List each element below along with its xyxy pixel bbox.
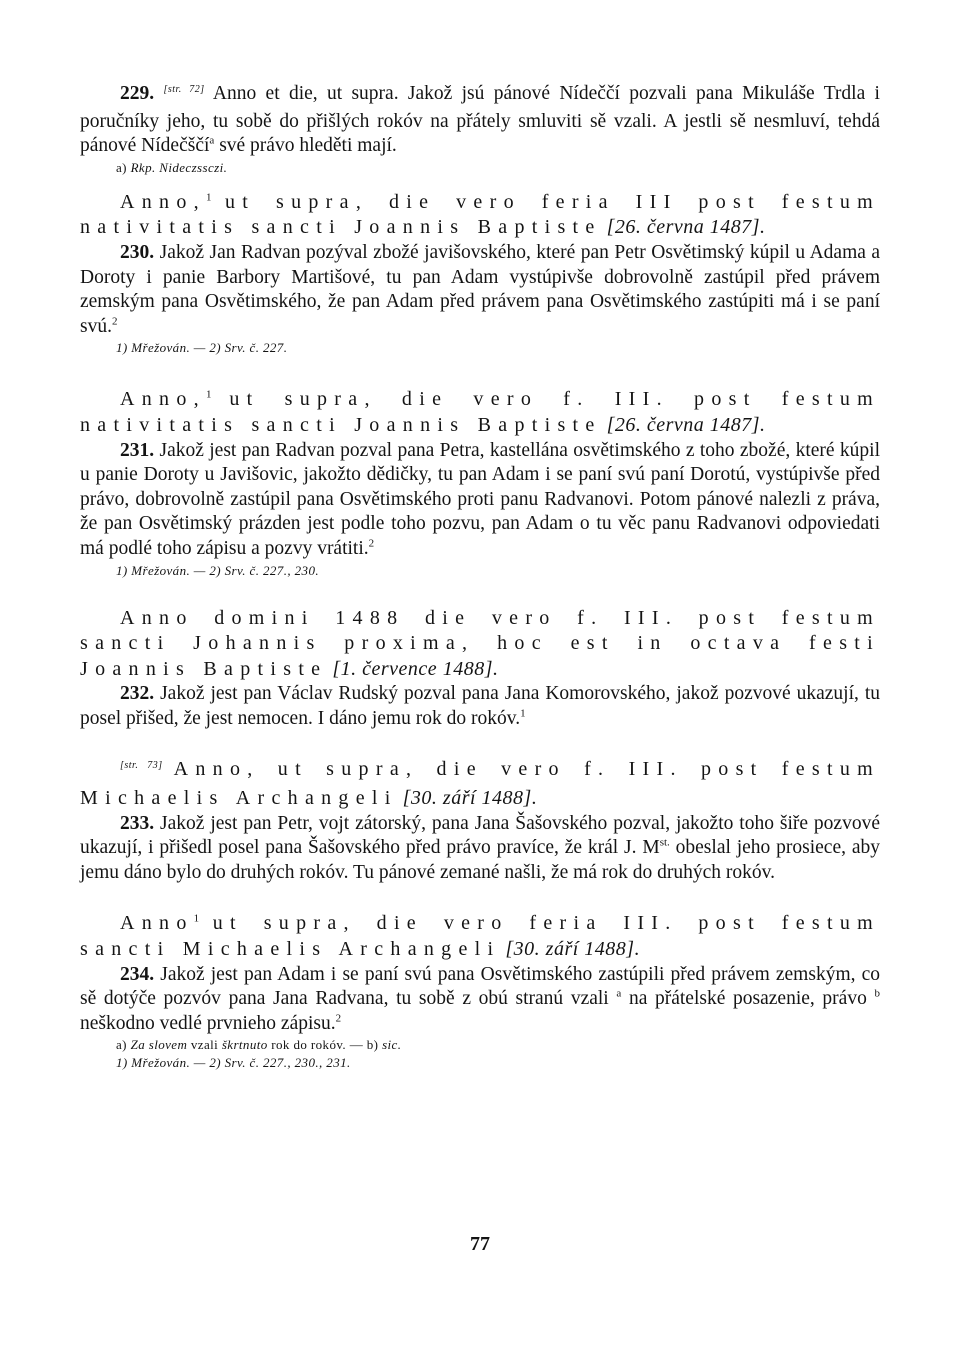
heading-text: Anno, <box>120 388 206 411</box>
entry-text: Jakož Jan Radvan pozýval zbožé javišovského, které pan Petr Osvětimský kúpil u Adama a Doroty i panie Barbory Martišové, tu pan Adam vystúpivše dobrovolně zastúpil před právem zemským pana Osvětimského, že pan Adam před právem pana Osvětimského zastúpiti má i se paní svú. <box>80 241 881 337</box>
footnote-text: Rkp. Nideczssczi. <box>130 159 228 175</box>
entry-text: Jakož jest pan Adam i se paní svú pana Osvětimského zastúpili před právem zemským, co sě dotýče pozvóv pana Jana Radvana, tu sobě z obú stranú vzali <box>80 963 881 1010</box>
entry-text: neškodno vedlé prvnieho zápisu. <box>80 1012 336 1034</box>
entry-text: na přátelské posazenie, právo <box>628 988 867 1010</box>
entry-230 <box>80 241 880 339</box>
footnote-mark: 2 <box>335 1012 342 1025</box>
entry-231 <box>80 439 880 562</box>
entry-229 <box>80 82 880 159</box>
footnote-mark: b <box>874 987 880 1000</box>
entry-number: 229. <box>120 83 155 104</box>
date-heading <box>80 387 880 438</box>
entry-text: Jakož jest pan Václav Rudský pozval pana Jana Komorovského, jakož pozvové ukazují, tu posel přišed, že jest nemocen. I dáno jemu rok do rokóv. <box>80 683 880 729</box>
heading-text: ut supra, die vero feria III. post festum sancti Michaelis Archangeli <box>80 912 880 961</box>
footnote-mark: a <box>209 134 215 147</box>
footnote <box>116 339 880 357</box>
footnote-text: 1) Mřežován. — 2) Srv. č. 227. <box>116 340 288 356</box>
heading-date: [30. září 1488]. <box>402 787 538 810</box>
page-reference: [str. 72] <box>163 84 205 95</box>
entry-text: Jakož jest pan Petr, vojt zátorský, pana Jana Šašovského pozval, jakožto toho šiře pozvové ukazují, i přišedl posel pana Šašovského před právo pravíce, že král J. M <box>80 812 880 859</box>
footnote <box>116 1054 880 1072</box>
entry-number: 231. <box>120 439 155 461</box>
heading-date: [26. června 1487]. <box>606 413 766 436</box>
heading-text: Anno <box>120 912 194 935</box>
heading-date: [30. září 1488]. <box>505 938 641 961</box>
entry-text: obeslal jeho prosiece, aby jemu dáno bylo do druhých rokóv. Tu pánové zemané našli, že má rok do druhých rokóv. <box>80 837 880 883</box>
footnote <box>116 1036 880 1054</box>
footnote-text: Za slovem <box>130 1037 188 1053</box>
footnote <box>116 159 880 177</box>
heading-date: [26. června 1487]. <box>606 216 766 239</box>
document-page <box>80 82 880 1072</box>
footnote-text: rok do rokóv. — <box>271 1037 364 1053</box>
footnote-mark: 1 <box>520 707 526 720</box>
footnote-mark: a) <box>116 1037 127 1053</box>
footnote-mark: a <box>616 987 622 1000</box>
heading-text: Anno, <box>120 190 206 213</box>
heading-text: Anno, ut supra, die vero f. III. post festum Michaelis Archangeli <box>80 758 880 810</box>
heading-text: Anno domini 1488 die vero f. III. post festum sancti Johannis proxima, hoc est in octava festi Joannis Baptiste <box>80 606 880 680</box>
date-heading <box>80 190 880 241</box>
entry-233 <box>80 812 880 886</box>
date-heading <box>80 606 880 683</box>
footnote-text: 1) Mřežován. — 2) Srv. č. 227., 230. <box>116 562 319 578</box>
footnote-text: škrtnuto <box>221 1037 268 1053</box>
entry-text: své právo hleděti mají. <box>219 135 397 157</box>
footnote-mark: 1 <box>193 912 200 925</box>
footnote-text: sic. <box>382 1037 402 1053</box>
entry-number: 234. <box>120 963 155 985</box>
heading-date: [1. července 1488]. <box>332 657 499 680</box>
entry-number: 230. <box>120 241 155 263</box>
footnote-mark: a) <box>116 159 127 175</box>
footnote <box>116 562 880 580</box>
footnote-mark: 1 <box>205 388 212 401</box>
heading-text: ut supra, die vero feria III post festum nativitatis sancti Joannis Baptiste <box>80 190 881 239</box>
footnote-mark: 2 <box>111 315 118 328</box>
page-reference: [str. 73] <box>120 760 163 772</box>
date-heading <box>80 757 880 811</box>
footnote-text: 1) Mřežován. — 2) Srv. č. 227., 230., 231. <box>116 1055 351 1071</box>
footnote-mark: 1 <box>205 191 212 204</box>
superscript-abbrev: st. <box>659 836 670 849</box>
entry-232 <box>80 682 880 731</box>
footnote-mark: b) <box>366 1037 379 1053</box>
entry-text: Jakož jest pan Radvan pozval pana Petra, kastellána osvětimského z toho zbožé, které kúpil u panie Doroty u Javišovic, jakožto dědičky, tu pan Adam i se paní svú paní Dorotú, vystúpivše před právo, dobrovolně zastúpil pana Osvětimského proti panu Radvanovi. Potom pánové nalezli z práva, že pan Osvětimský prázden jest podle toho pozvu, pan Adam o tu věc panu Radvanovi odpoviedati má podlé toho zápisu a pozvy vrátiti. <box>80 439 880 559</box>
footnote-text: vzali <box>190 1037 219 1053</box>
page-number: 77 <box>470 1233 490 1255</box>
entry-number: 233. <box>120 812 155 834</box>
entry-234 <box>80 963 880 1037</box>
date-heading <box>80 911 880 962</box>
entry-text: Anno et die, ut supra. Jakož jsú pánové Nídeččí pozvali pana Mikuláše Trdla i poručníky jeho, tu sobě do přišlých rokóv na přátely smluviti sě vzali. A jestli sě nesmluví, tehdá pánové Nídečščí <box>80 83 880 157</box>
footnote-mark: 2 <box>368 537 375 550</box>
entry-number: 232. <box>120 683 155 705</box>
heading-text: ut supra, die vero f. III. post festum nativitatis sancti Joannis Baptiste <box>80 388 880 436</box>
